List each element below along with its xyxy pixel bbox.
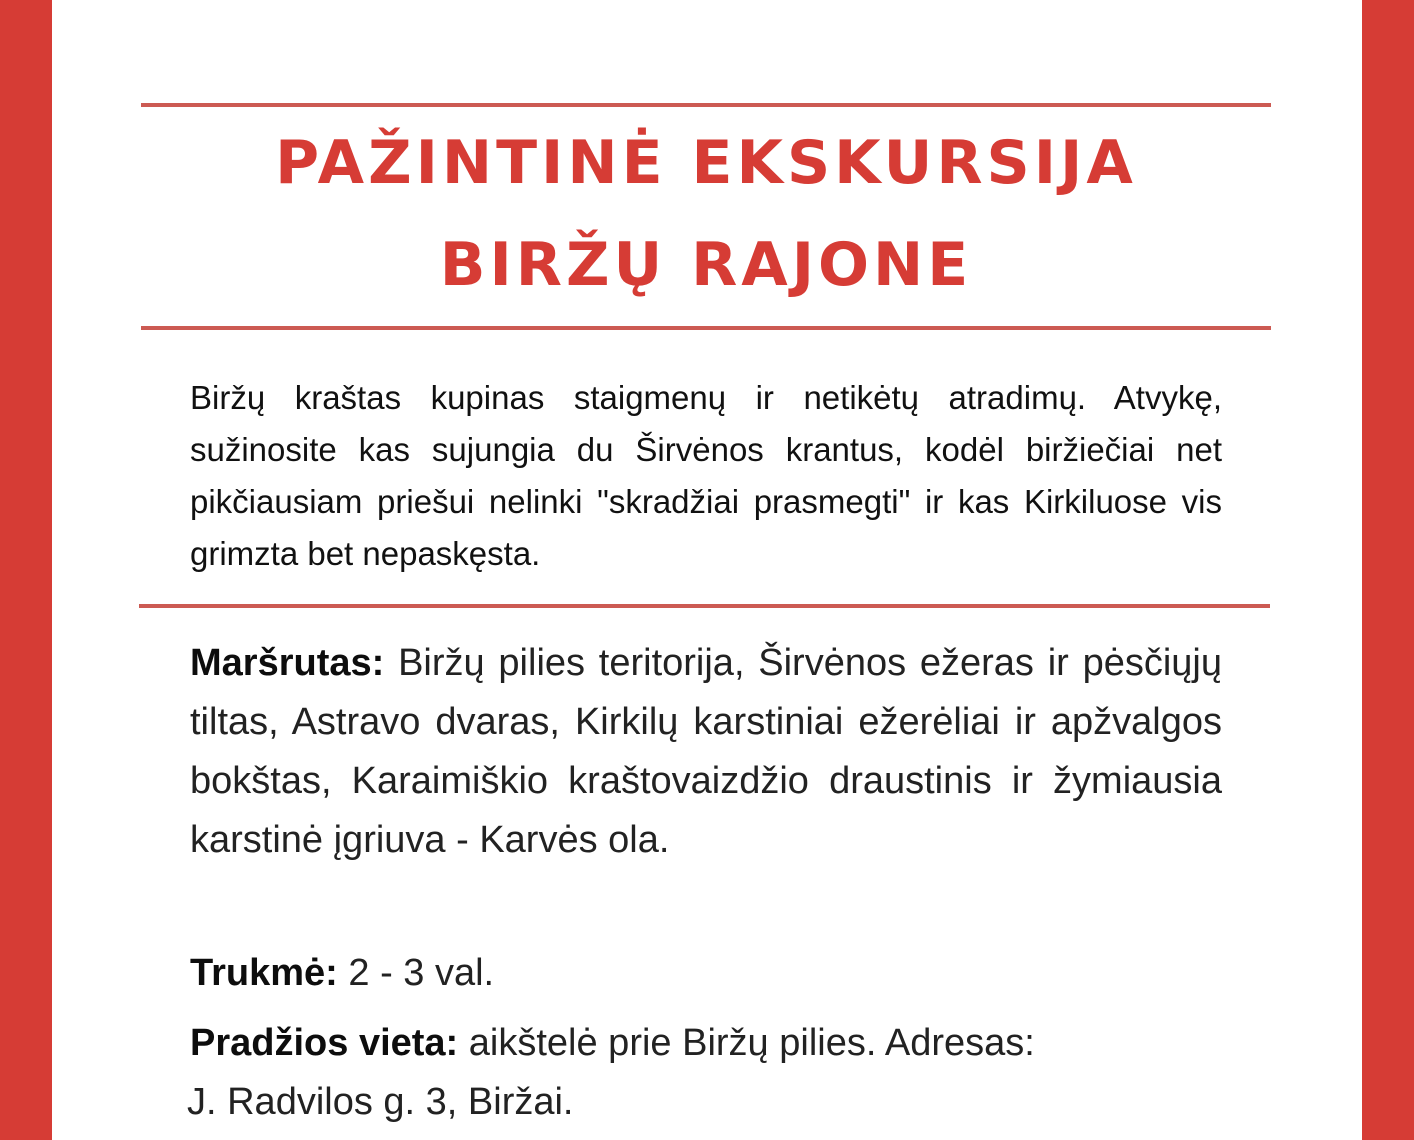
start-paragraph (187, 1014, 1222, 1132)
title-bottom-divider (141, 326, 1271, 330)
duration-paragraph (190, 944, 1222, 1003)
left-red-border (0, 0, 52, 1140)
duration-value: 2 - 3 val. (348, 952, 495, 994)
start-value: aikštelė prie Biržų pilies. Adresas: (468, 1022, 1035, 1064)
right-red-border (1362, 0, 1414, 1140)
title-line-1: PAŽINTINĖ EKSKURSIJA (275, 128, 1137, 198)
duration-label: Trukmė: (190, 952, 338, 994)
route-value: Biržų pilies teritorija, Širvėnos ežeras ir pėsčiųjų tiltas, Astravo dvaras, Kirkilų karstiniai ežerėliai ir apžvalgos bokštas, Karaimiškio kraštovaizdžio draustinis ir žymiausia karstinė įgriuva - Karvės ola. (190, 642, 1222, 861)
route-label: Maršrutas: (190, 642, 385, 684)
start-address: J. Radvilos g. 3, Biržai. (187, 1081, 574, 1123)
intro-bottom-divider (139, 604, 1270, 608)
intro-paragraph: Biržų kraštas kupinas staigmenų ir netikėtų atradimų. Atvykę, sužinosite kas sujungia du Širvėnos krantus, kodėl biržiečiai net pikčiausiam priešui nelinki "skradžiai prasmegti" ir kas Kirkiluose vis grimzta bet nepaskęsta. (190, 379, 1222, 572)
top-divider (141, 103, 1271, 107)
title-line-2: BIRŽŲ RAJONE (439, 230, 973, 300)
start-label: Pradžios vieta: (190, 1022, 459, 1064)
route-paragraph (190, 634, 1222, 870)
